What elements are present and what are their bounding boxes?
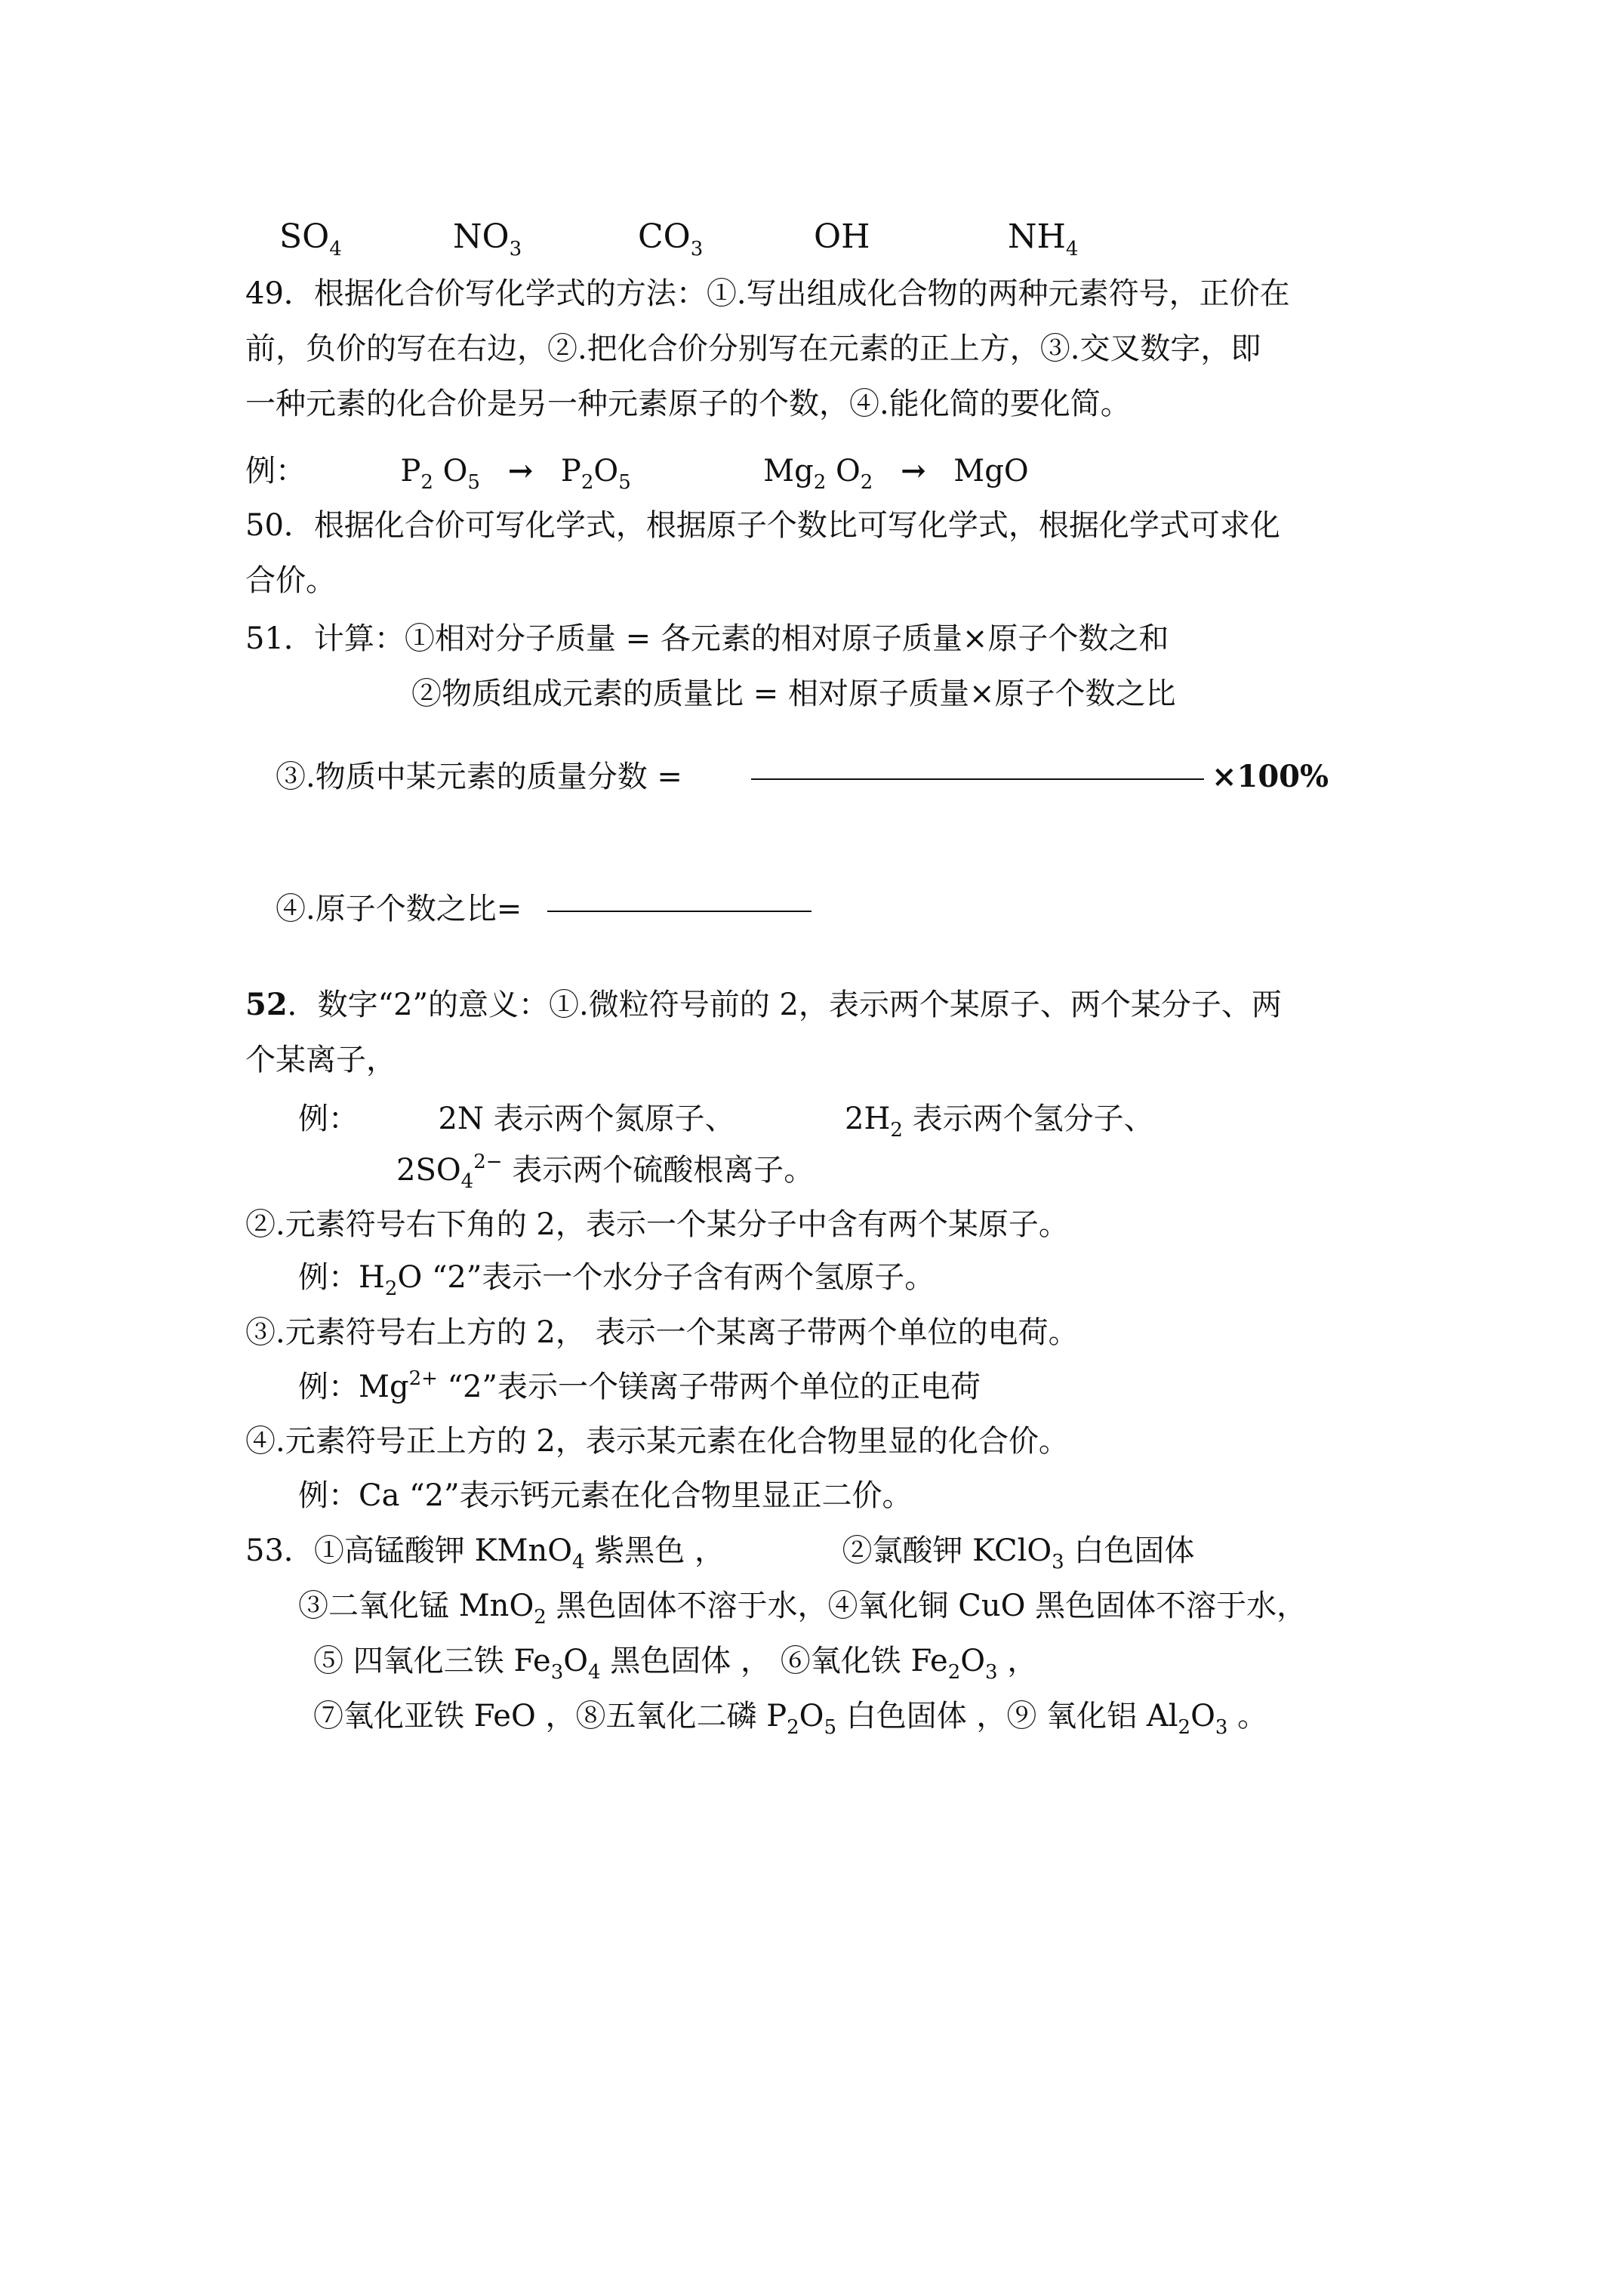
example-label: 例： bbox=[245, 454, 306, 488]
item-49-line-3: 一种元素的化合价是另一种元素原子的个数，④.能化简的要化简。 bbox=[245, 387, 1131, 421]
item-51-line-4: ④.原子个数之比= bbox=[276, 892, 522, 926]
item-51-line-2: ②物质组成元素的质量比 = 相对原子质量×原子个数之比 bbox=[411, 676, 1176, 711]
item-51-line-1: 51．计算：①相对分子质量 = 各元素的相对原子质量×原子个数之和 bbox=[245, 621, 1169, 656]
arrow-icon: → bbox=[901, 453, 926, 488]
ion-co3: $CO_3$ bbox=[638, 217, 704, 260]
fraction-bar bbox=[751, 778, 1204, 780]
item-51-line-3: ③.物质中某元素的质量分数 = bbox=[276, 760, 682, 794]
ion-no3: $NO_3$ bbox=[453, 217, 522, 260]
arrow-icon: → bbox=[507, 453, 534, 488]
formula-mgo: MgO bbox=[953, 454, 1029, 488]
item-52-point-2-example: 例：$H_2O$ “2”表示一个水分子含有两个氢原子。 bbox=[298, 1260, 935, 1300]
fraction-bar bbox=[547, 911, 812, 912]
percent-factor: ×100% bbox=[1212, 759, 1329, 794]
ion-so4: $SO_4$ bbox=[279, 217, 342, 260]
formula-mg2o2: $Mg_2$ $O_2$ bbox=[763, 454, 873, 494]
item-52-line-2: 个某离子， bbox=[245, 1043, 396, 1077]
formula-p2o5: $P_2O_5$ bbox=[560, 454, 631, 494]
item-49-line-2: 前，负价的写在右边，②.把化合价分别写在元素的正上方，③.交叉数字，即 bbox=[245, 331, 1261, 366]
item-52-point-4: ④.元素符号正上方的 2，表示某元素在化合物里显的化合价。 bbox=[245, 1424, 1069, 1459]
item-52-point-3-example: 例：$Mg^{2+}$ “2”表示一个镁离子带两个单位的正电荷 bbox=[298, 1367, 981, 1404]
formula-p2o5-crossed: $P_2$ $O_5$ bbox=[400, 454, 480, 494]
item-53-line-2: ③二氧化锰 MnO$_2$ 黑色固体不溶于水，④氧化铜 CuO 黑色固体不溶于水， bbox=[298, 1589, 1307, 1629]
item-52-point-3: ③.元素符号右上方的 2， 表示一个某离子带两个单位的电荷。 bbox=[245, 1315, 1079, 1350]
item-52-point-4-example: 例：Ca “2”表示钙元素在化合物里显正二价。 bbox=[298, 1478, 913, 1513]
item-53-line-3: ⑤ 四氧化三铁 $Fe_3O_4$ 黑色固体 ， ⑥氧化铁 $Fe_2O_3$ ， bbox=[313, 1644, 1038, 1684]
item-53-line-1: 53．①高锰酸钾 KMnO$_4$ 紫黑色 ， ②氯酸钾 KClO$_3$ 白色固体 bbox=[245, 1533, 1195, 1573]
item-52-point-2: ②.元素符号右下角的 2，表示一个某分子中含有两个某原子。 bbox=[245, 1207, 1069, 1242]
example-49 bbox=[245, 453, 1029, 494]
item-52-line-1: 52．数字“2”的意义：①.微粒符号前的 2，表示两个某原子、两个某分子、两 bbox=[245, 987, 1282, 1022]
item-50-line-2: 合价。 bbox=[245, 563, 336, 598]
ion-oh: OH bbox=[814, 217, 870, 256]
item-52-example-1: 例： 2N 表示两个氮原子、 $2H_2$ 表示两个氢分子、 bbox=[298, 1102, 1154, 1142]
item-50-line-1: 50．根据化合价可写化学式，根据原子个数比可写化学式，根据化学式可求化 bbox=[245, 508, 1280, 543]
item-53-line-4: ⑦氧化亚铁 FeO ，⑧五氧化二磷 $P_2O_5$ 白色固体 ，⑨ 氧化铝 $Al_2O_3$ 。 bbox=[313, 1699, 1268, 1739]
item-52-example-2: $2SO_4^{2-}$ 表示两个硫酸根离子。 bbox=[396, 1151, 815, 1193]
item-49-line-1: 49．根据化合价写化学式的方法：①.写出组成化合物的两种元素符号，正价在 bbox=[245, 276, 1290, 311]
ion-nh4: $NH_4$ bbox=[1008, 217, 1079, 260]
